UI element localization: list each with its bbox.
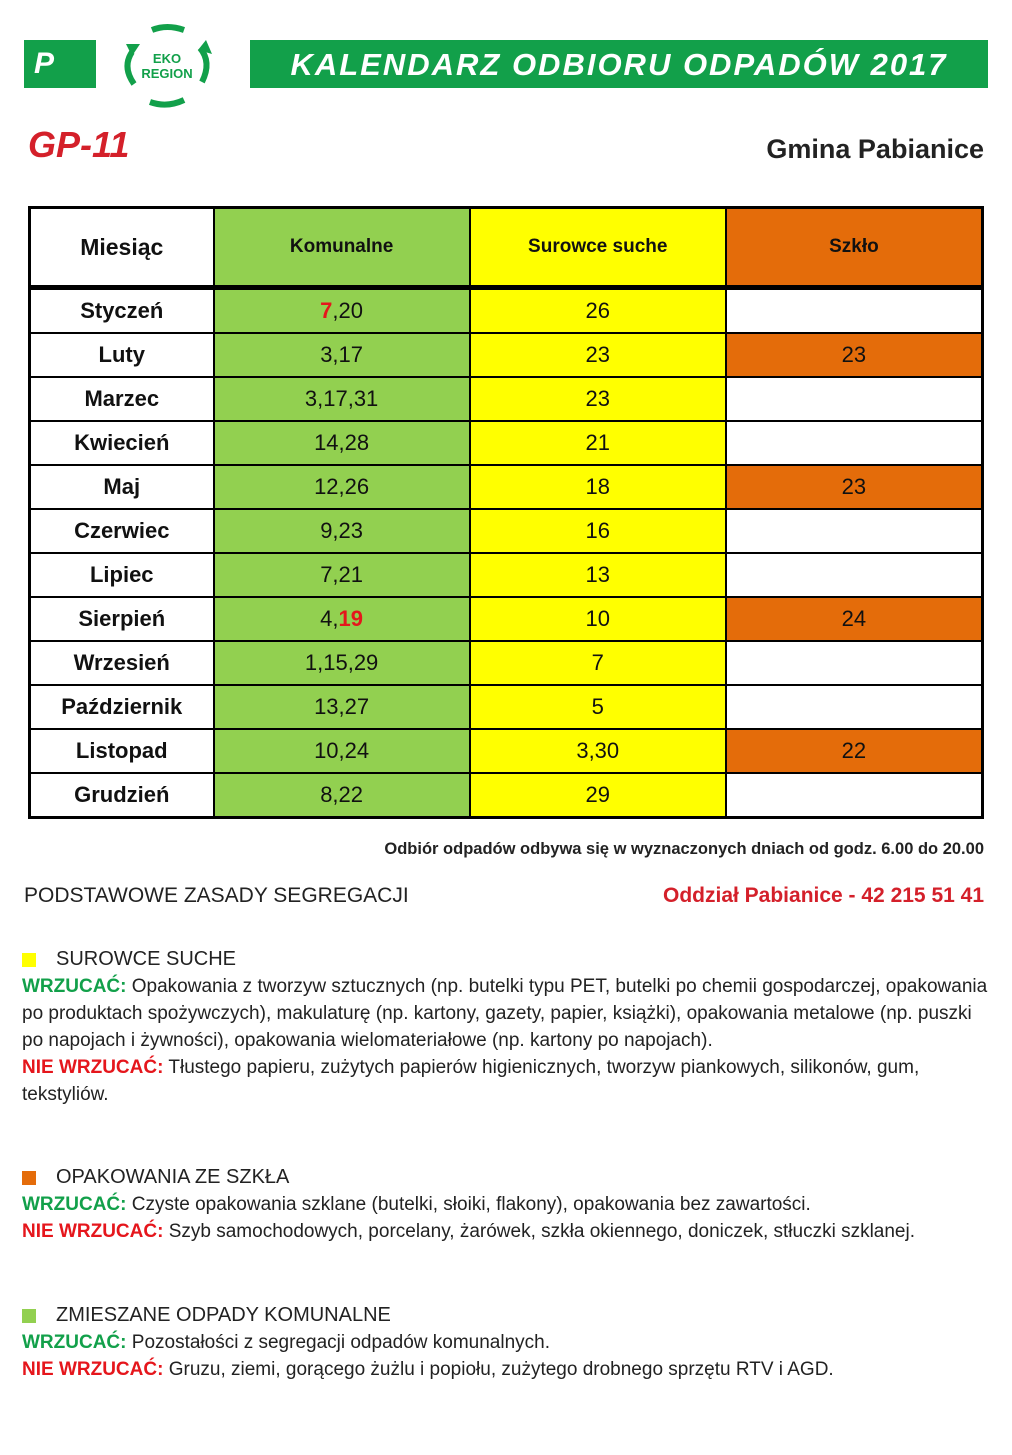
szklo-cell: 24 bbox=[726, 597, 983, 641]
orange-square-icon bbox=[22, 1171, 36, 1185]
szklo-cell bbox=[726, 421, 983, 465]
month-cell: Październik bbox=[30, 685, 214, 729]
date-text: 10,24 bbox=[314, 738, 370, 763]
komunalne-cell bbox=[214, 421, 470, 465]
szklo-cell bbox=[726, 553, 983, 597]
date-text: 13,27 bbox=[314, 694, 370, 719]
date-text: 9,23 bbox=[320, 518, 364, 543]
month-cell: Marzec bbox=[30, 377, 214, 421]
szklo-cell bbox=[726, 509, 983, 553]
highlighted-date: 19 bbox=[338, 606, 364, 631]
table-row bbox=[30, 421, 983, 465]
komunalne-cell bbox=[214, 377, 470, 421]
month-cell: Wrzesień bbox=[30, 641, 214, 685]
month-cell: Sierpień bbox=[30, 597, 214, 641]
segregation-heading: PODSTAWOWE ZASADY SEGREGACJI bbox=[24, 884, 409, 907]
month-cell: Listopad bbox=[30, 729, 214, 773]
month-cell: Grudzień bbox=[30, 773, 214, 818]
date-text: 4, bbox=[320, 606, 339, 631]
surowce-cell: 16 bbox=[470, 509, 726, 553]
szklo-cell bbox=[726, 685, 983, 729]
branch-contact: Oddział Pabianice - 42 215 51 41 bbox=[663, 884, 984, 907]
reject-label: NIE WRZUCAĆ: bbox=[22, 1057, 164, 1078]
header-month: Miesiąc bbox=[30, 208, 214, 288]
table-row bbox=[30, 333, 983, 377]
month-cell: Czerwiec bbox=[30, 509, 214, 553]
table-row bbox=[30, 288, 983, 334]
month-cell: Lipiec bbox=[30, 553, 214, 597]
accept-text: Opakowania z tworzyw sztucznych (np. butelki typu PET, butelki po chemii gospodarczej, opakowania po produktach spożywczych), makulaturę (np. kartony, gazety, papier, książki), opakowania metalowe (np. puszki po napojach i żywności), opakowania wielomateriałowe (np. kartony po napojach). bbox=[22, 976, 988, 1051]
surowce-cell: 26 bbox=[470, 288, 726, 334]
date-text: 1,15,29 bbox=[304, 650, 379, 675]
komunalne-cell bbox=[214, 685, 470, 729]
komunalne-cell bbox=[214, 333, 470, 377]
komunalne-cell bbox=[214, 288, 470, 334]
szklo-cell bbox=[726, 288, 983, 334]
surowce-cell: 10 bbox=[470, 597, 726, 641]
table-row bbox=[30, 641, 983, 685]
table-row bbox=[30, 773, 983, 818]
logo-text-bottom: REGION bbox=[141, 66, 193, 81]
szklo-cell bbox=[726, 377, 983, 421]
surowce-cell: 23 bbox=[470, 377, 726, 421]
schedule-table bbox=[28, 206, 984, 819]
table-row bbox=[30, 465, 983, 509]
highlighted-date: 7 bbox=[320, 298, 333, 323]
date-text: 8,22 bbox=[320, 782, 364, 807]
date-text: 3,17,31 bbox=[304, 386, 379, 411]
accept-label: WRZUCAĆ: bbox=[22, 1332, 127, 1353]
surowce-cell: 13 bbox=[470, 553, 726, 597]
reject-label: NIE WRZUCAĆ: bbox=[22, 1221, 164, 1242]
komunalne-cell bbox=[214, 773, 470, 818]
komunalne-cell bbox=[214, 597, 470, 641]
surowce-cell: 7 bbox=[470, 641, 726, 685]
date-text: 3,17 bbox=[320, 342, 364, 367]
komunalne-cell bbox=[214, 729, 470, 773]
section-szklo bbox=[22, 1164, 997, 1245]
section-komunalne bbox=[22, 1302, 997, 1383]
header-surowce: Surowce suche bbox=[470, 208, 726, 288]
month-cell: Maj bbox=[30, 465, 214, 509]
section-surowce bbox=[22, 946, 997, 1108]
month-cell: Luty bbox=[30, 333, 214, 377]
date-text: 12,26 bbox=[314, 474, 370, 499]
szklo-cell: 22 bbox=[726, 729, 983, 773]
calendar-title: KALENDARZ ODBIORU ODPADÓW 2017 bbox=[250, 40, 988, 88]
szklo-cell: 23 bbox=[726, 333, 983, 377]
date-text: 7,21 bbox=[320, 562, 364, 587]
komunalne-cell bbox=[214, 465, 470, 509]
reject-text: Tłustego papieru, zużytych papierów higienicznych, tworzyw piankowych, silikonów, gum, tekstyliów. bbox=[22, 1057, 920, 1105]
month-cell: Kwiecień bbox=[30, 421, 214, 465]
section-title: ZMIESZANE ODPADY KOMUNALNE bbox=[56, 1304, 391, 1326]
collection-hours-note: Odbiór odpadów odbywa się w wyznaczonych dniach od godz. 6.00 do 20.00 bbox=[384, 840, 984, 858]
municipality-name: Gmina Pabianice bbox=[766, 134, 984, 164]
komunalne-cell bbox=[214, 553, 470, 597]
header-komunalne: Komunalne bbox=[214, 208, 470, 288]
surowce-cell: 23 bbox=[470, 333, 726, 377]
area-letter-badge: P bbox=[24, 40, 96, 88]
komunalne-cell bbox=[214, 641, 470, 685]
table-row bbox=[30, 685, 983, 729]
reject-label: NIE WRZUCAĆ: bbox=[22, 1359, 164, 1380]
accept-label: WRZUCAĆ: bbox=[22, 1194, 127, 1215]
table-row bbox=[30, 729, 983, 773]
table-row bbox=[30, 553, 983, 597]
logo-text-top: EKO bbox=[152, 51, 182, 66]
section-title: OPAKOWANIA ZE SZKŁA bbox=[56, 1166, 290, 1188]
header-szklo: Szkło bbox=[726, 208, 983, 288]
date-text: ,20 bbox=[332, 298, 364, 323]
date-text: 14,28 bbox=[314, 430, 370, 455]
surowce-cell: 21 bbox=[470, 421, 726, 465]
green-square-icon bbox=[22, 1309, 36, 1323]
reject-text: Szyb samochodowych, porcelany, żarówek, szkła okiennego, doniczek, stłuczki szklanej. bbox=[168, 1221, 915, 1242]
surowce-cell: 18 bbox=[470, 465, 726, 509]
accept-label: WRZUCAĆ: bbox=[22, 976, 127, 997]
section-title: SUROWCE SUCHE bbox=[56, 948, 237, 970]
surowce-cell: 29 bbox=[470, 773, 726, 818]
szklo-cell bbox=[726, 641, 983, 685]
szklo-cell bbox=[726, 773, 983, 818]
table-row bbox=[30, 509, 983, 553]
komunalne-cell bbox=[214, 509, 470, 553]
reject-text: Gruzu, ziemi, gorącego żużlu i popiołu, zużytego drobnego sprzętu RTV i AGD. bbox=[168, 1359, 834, 1380]
surowce-cell: 3,30 bbox=[470, 729, 726, 773]
month-cell: Styczeń bbox=[30, 288, 214, 334]
yellow-square-icon bbox=[22, 953, 36, 967]
table-row bbox=[30, 377, 983, 421]
accept-text: Pozostałości z segregacji odpadów komunalnych. bbox=[131, 1332, 550, 1353]
surowce-cell: 5 bbox=[470, 685, 726, 729]
accept-text: Czyste opakowania szklane (butelki, słoiki, flakony), opakowania bez zawartości. bbox=[131, 1194, 811, 1215]
szklo-cell: 23 bbox=[726, 465, 983, 509]
eko-region-logo bbox=[112, 22, 222, 110]
route-code: GP-11 bbox=[28, 124, 130, 165]
table-row bbox=[30, 597, 983, 641]
